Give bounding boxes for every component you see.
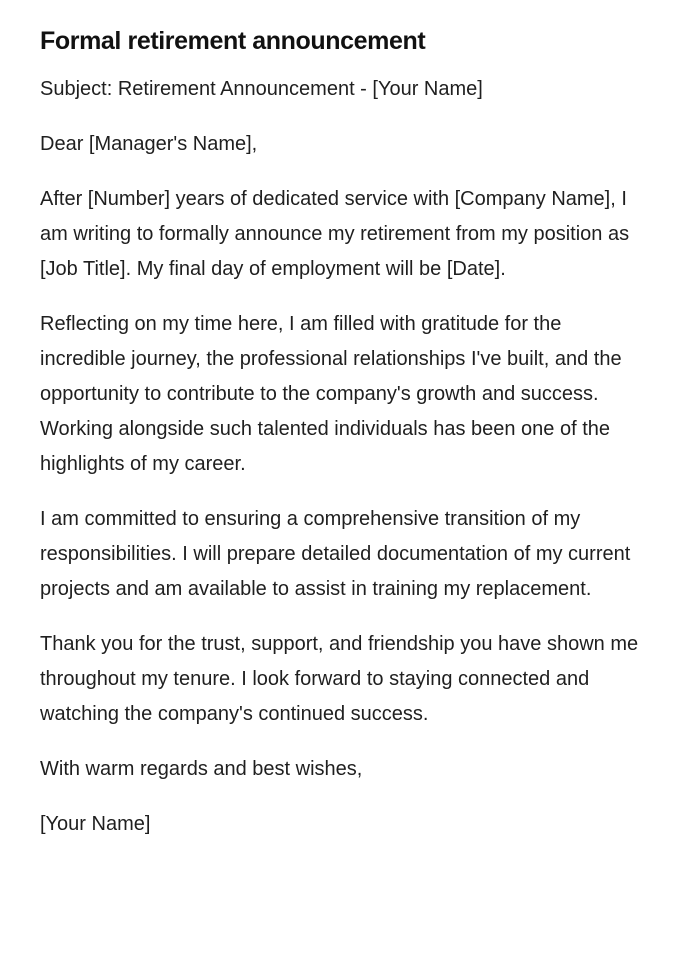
signature: [Your Name] (40, 813, 151, 835)
subject-line: Subject: Retirement Announcement - [Your Name] (40, 78, 483, 100)
body-paragraph-4: Thank you for the trust, support, and friendship you have shown me throughout my tenure. I look forward to staying connected and watching the company's continued success. (40, 633, 639, 725)
document-title: Formal retirement announcement (40, 27, 426, 55)
body-paragraph-1: After [Number] years of dedicated service with [Company Name], I am writing to formally announce my retirement from my position as [Job Title]. My final day of employment will be [Date]. (40, 188, 630, 280)
body-paragraph-2: Reflecting on my time here, I am filled with gratitude for the incredible journey, the professional relationships I've built, and the opportunity to contribute to the company's growth and success. Working alongside such talented individuals has been one of the highlights of my career. (40, 313, 622, 475)
body-paragraph-3: I am committed to ensuring a comprehensive transition of my responsibilities. I will prepare detailed documentation of my current projects and am available to assist in training my replacement. (40, 508, 631, 600)
salutation: Dear [Manager's Name], (40, 133, 258, 155)
closing-line: With warm regards and best wishes, (40, 758, 363, 780)
